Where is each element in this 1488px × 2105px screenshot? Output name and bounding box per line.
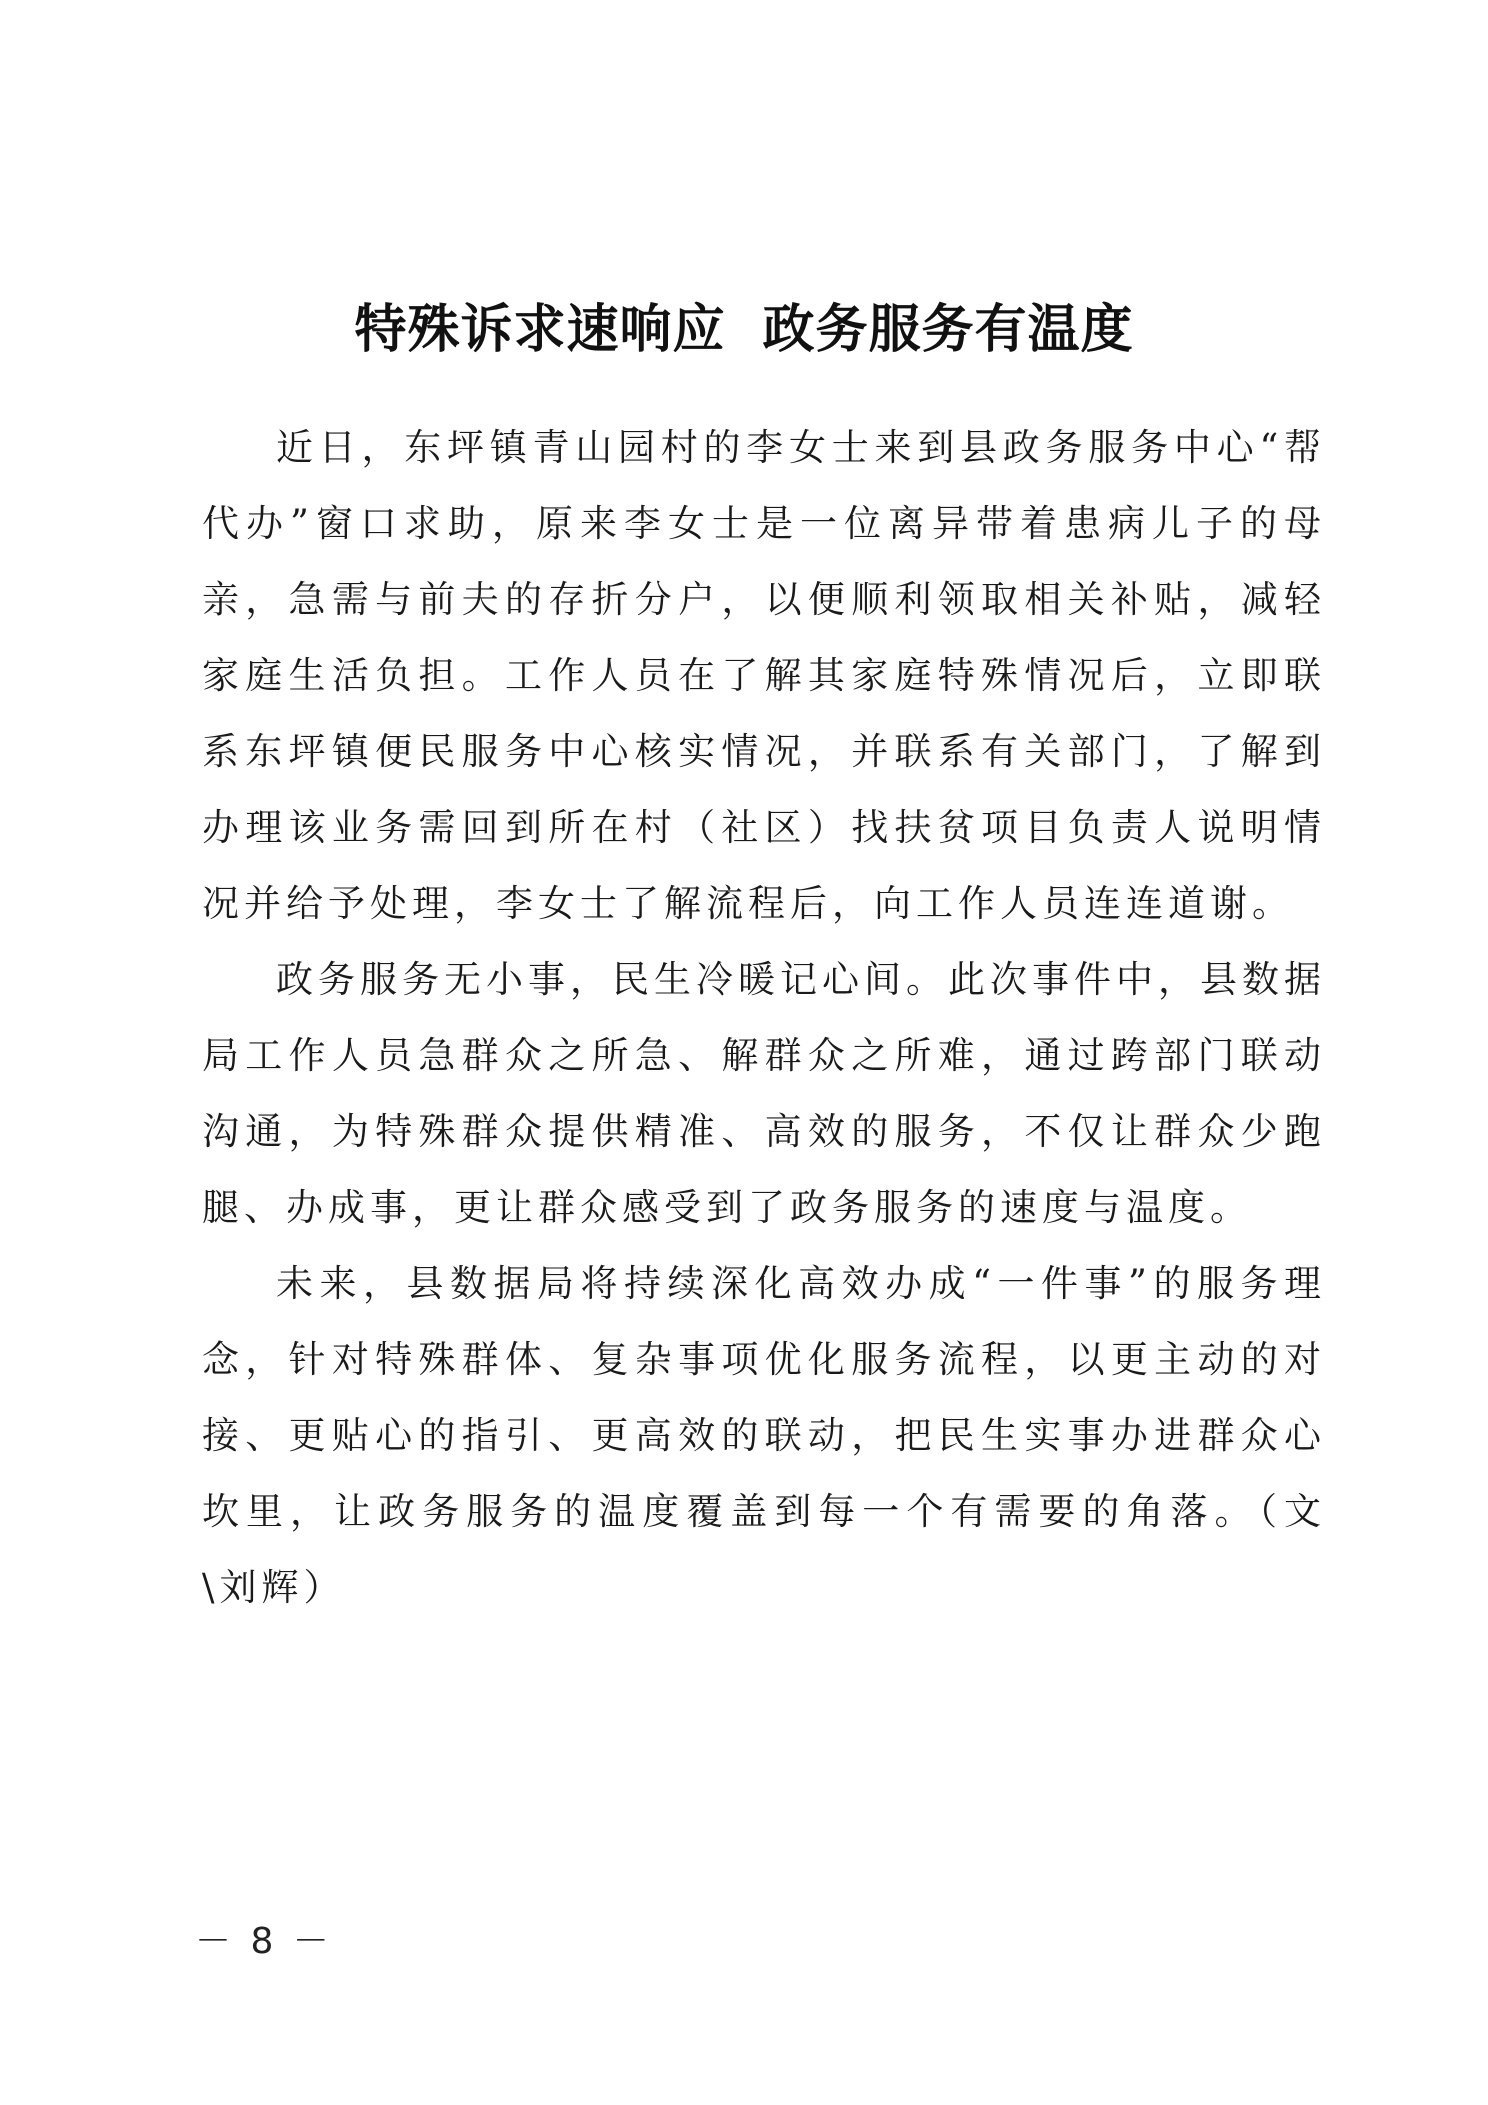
paragraph: 未来，县数据局将持续深化高效办成“一件事”的服务理念，针对特殊群体、复杂事项优化服务流程，以更主动的对接、更贴心的指引、更高效的联动，把民生实事办进群众心坎里，让政务服务的温度覆盖到每一个有需要的角落。（文\刘辉） [202, 1262, 1326, 1609]
paragraph: 近日，东坪镇青山园村的李女士来到县政务服务中心“帮代办”窗口求助，原来李女士是一位离异带着患病儿子的母亲，急需与前夫的存折分户，以便顺利领取相关补贴，减轻家庭生活负担。工作人员在了解其家庭特殊情况后，立即联系东坪镇便民服务中心核实情况，并联系有关部门，了解到办理该业务需回到所在村（社区）找扶贫项目负责人说明情况并给予处理，李女士了解流程后，向工作人员连连道谢。 [202, 426, 1326, 925]
article-body [202, 410, 1326, 1626]
paragraph: 政务服务无小事，民生冷暖记心间。此次事件中，县数据局工作人员急群众之所急、解群众之所难，通过跨部门联动沟通，为特殊群众提供精准、高效的服务，不仅让群众少跑腿、办成事，更让群众感受到了政务服务的速度与温度。 [202, 958, 1326, 1229]
page-number: － 8 － [195, 1921, 333, 1962]
article-title: 特殊诉求速响应 政务服务有温度 [354, 299, 1134, 360]
